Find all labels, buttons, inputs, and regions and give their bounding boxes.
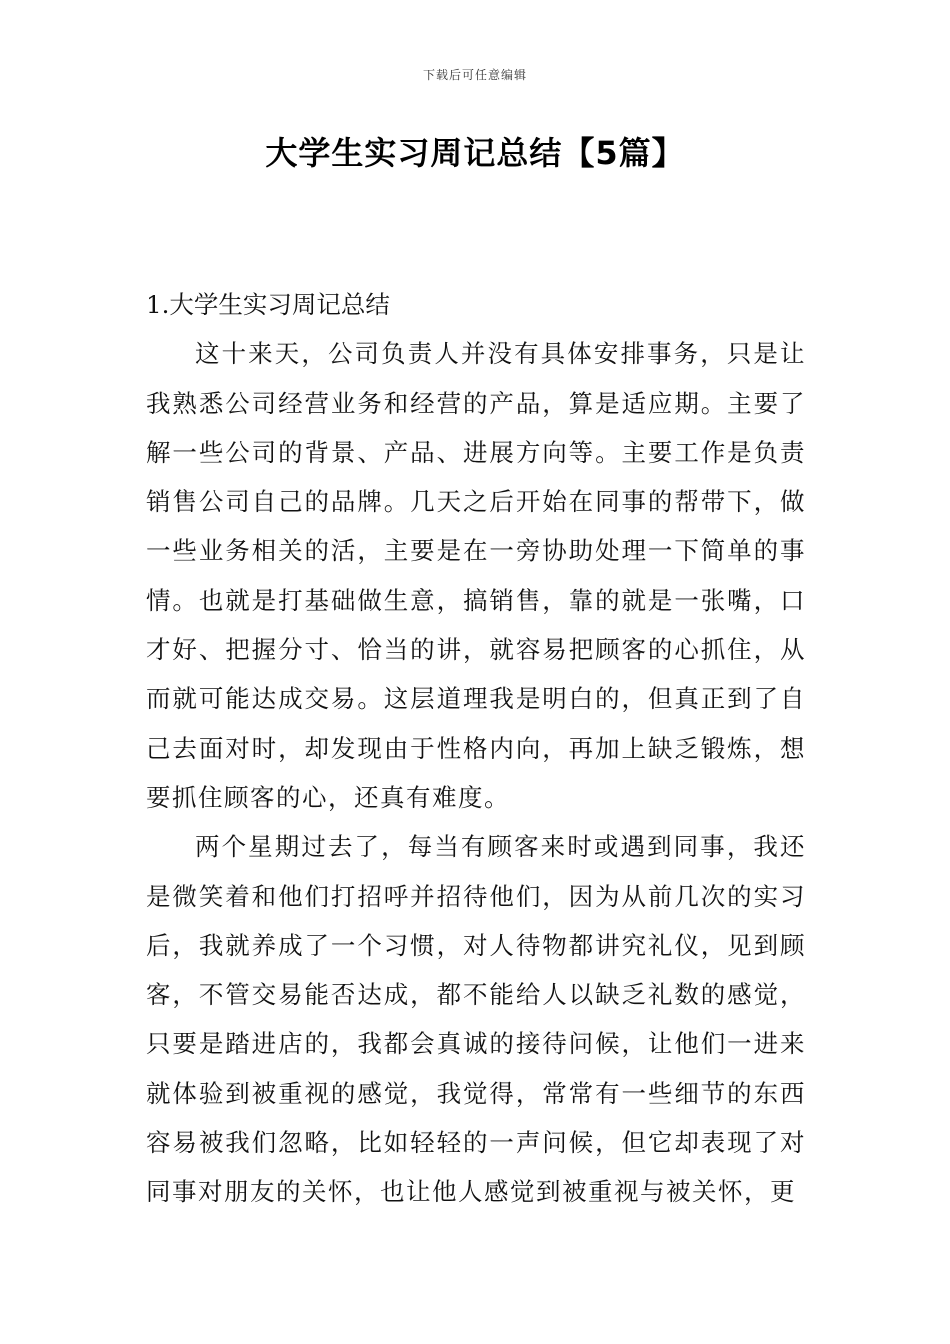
header-note: 下载后可任意编辑 <box>422 68 527 82</box>
paragraph: 两个星期过去了，每当有顾客来时或遇到同事，我还是微笑着和他们打招呼并招待他们，因为从前几次的实习后，我就养成了一个习惯，对人待物都讲究礼仪，见到顾客，不管交易能否达成，都不能给人以缺乏礼数的感觉，只要是踏进店的，我都会真诚的接待问候，让他们一进来就体验到被重视的感觉，我觉得，常常有一些细节的东西容易被我们忽略，比如轻轻的一声问候，但它却表现了对同事对朋友的关怀，也让他人感觉到被重视与被关怀，更 <box>146 832 806 1207</box>
document-title: 大学生实习周记总结【5篇】 <box>265 134 685 172</box>
section-heading: 1.大学生实习周记总结 <box>146 290 390 319</box>
document-body <box>146 280 806 1217</box>
paragraph: 这十来天，公司负责人并没有具体安排事务，只是让我熟悉公司经营业务和经营的产品，算是适应期。主要了解一些公司的背景、产品、进展方向等。主要工作是负责销售公司自己的品牌。几天之后开始在同事的帮带下，做一些业务相关的活，主要是在一旁协助处理一下简单的事情。也就是打基础做生意，搞销售，靠的就是一张嘴，口才好、把握分寸、恰当的讲，就容易把顾客的心抓住，从而就可能达成交易。这层道理我是明白的，但真正到了自己去面对时，却发现由于性格内向，再加上缺乏锻炼，想要抓住顾客的心，还真有难度。 <box>146 339 806 812</box>
